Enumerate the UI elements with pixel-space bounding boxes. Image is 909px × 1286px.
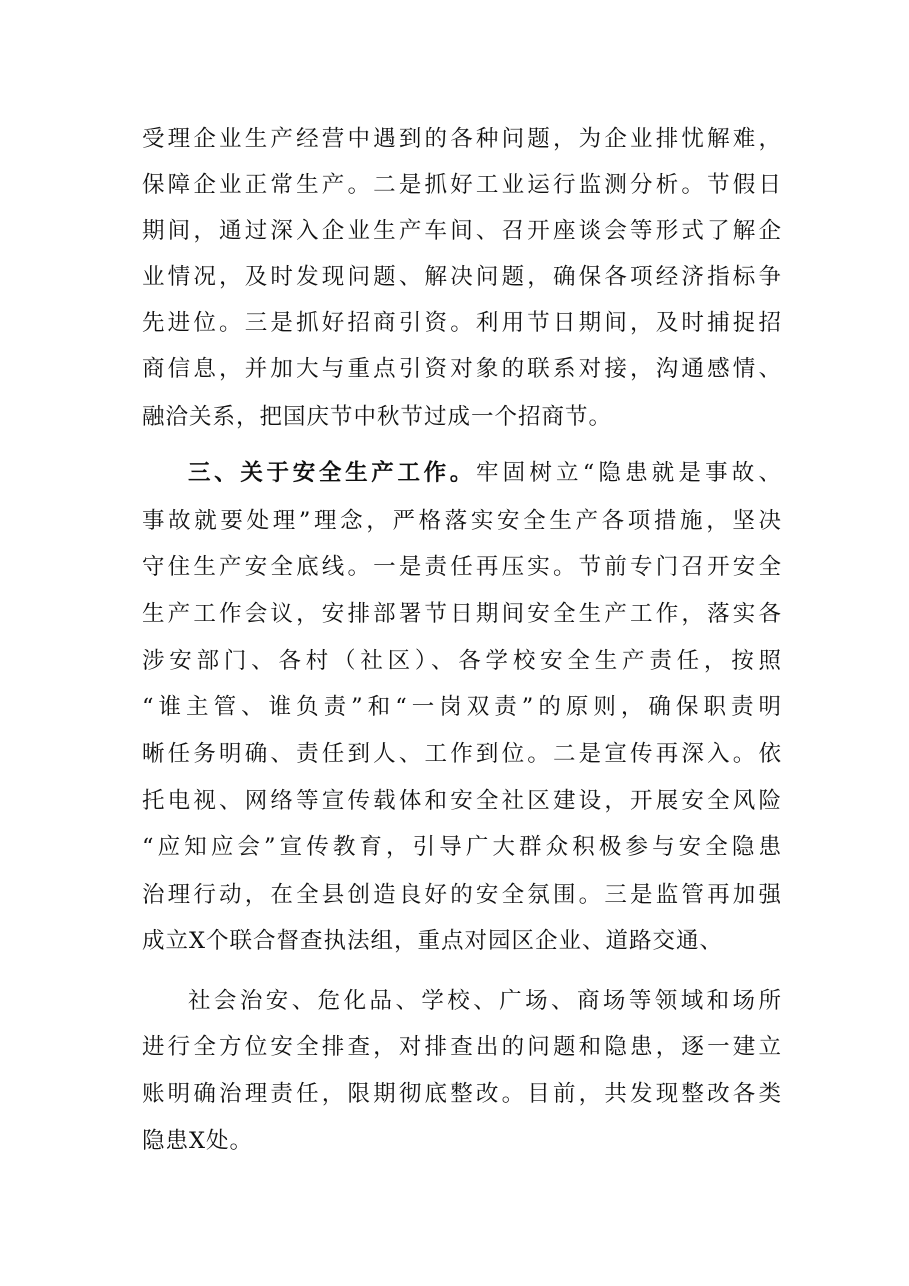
text-line: 涉安部门、各村（社区）、各学校安全生产责任，按照	[142, 648, 782, 674]
text-line: 受理企业生产经营中遇到的各种问题，为企业排忧解难，	[142, 126, 782, 152]
text-line: 晰任务明确、责任到人、工作到位。二是宣传再深入。依	[142, 741, 782, 767]
text-line: 账明确治理责任，限期彻底整改。目前，共发现整改各类	[142, 1081, 782, 1107]
text-line: 融洽关系，把国庆节中秋节过成一个招商节。	[142, 404, 613, 430]
text-line: 期间，通过深入企业生产车间、召开座谈会等形式了解企	[142, 218, 782, 244]
text-line: 保障企业正常生产。二是抓好工业运行监测分析。节假日	[142, 172, 782, 198]
text-line: 进行全方位安全排查，对排查出的问题和隐患，逐一建立	[142, 1034, 782, 1060]
text-line: 商信息，并加大与重点引资对象的联系对接，沟通感情、	[142, 356, 782, 382]
text-line: 社会治安、危化品、学校、广场、商场等领域和场所	[188, 988, 782, 1014]
text-line: 业情况，及时发现问题、解决问题，确保各项经济指标争	[142, 264, 782, 290]
text-line: 治理行动，在全县创造良好的安全氛围。三是监管再加强	[142, 882, 782, 908]
text-line: 事故就要处理”理念，严格落实安全生产各项措施，坚决	[142, 508, 782, 534]
text-line: “应知应会”宣传教育，引导广大群众积极参与安全隐患	[142, 834, 782, 860]
section-heading-line	[188, 450, 782, 496]
text-line: 托电视、网络等宣传载体和安全社区建设，开展安全风险	[142, 788, 782, 814]
section-heading-rest: 牢固树立“隐患就是事故、	[476, 460, 782, 486]
text-line: 生产工作会议，安排部署节日期间安全生产工作，落实各	[142, 601, 782, 627]
section-heading: 三、关于安全生产工作。	[188, 460, 476, 486]
text-line: 先进位。三是抓好招商引资。利用节日期间，及时捕捉招	[142, 310, 782, 336]
text-line: 守住生产安全底线。一是责任再压实。节前专门召开安全	[142, 554, 782, 580]
text-line: “谁主管、谁负责”和“一岗双责”的原则，确保职责明	[142, 694, 782, 720]
text-line: 成立X个联合督查执法组，重点对园区企业、道路交通、	[142, 928, 724, 954]
text-line: 隐患X处。	[142, 1128, 254, 1154]
